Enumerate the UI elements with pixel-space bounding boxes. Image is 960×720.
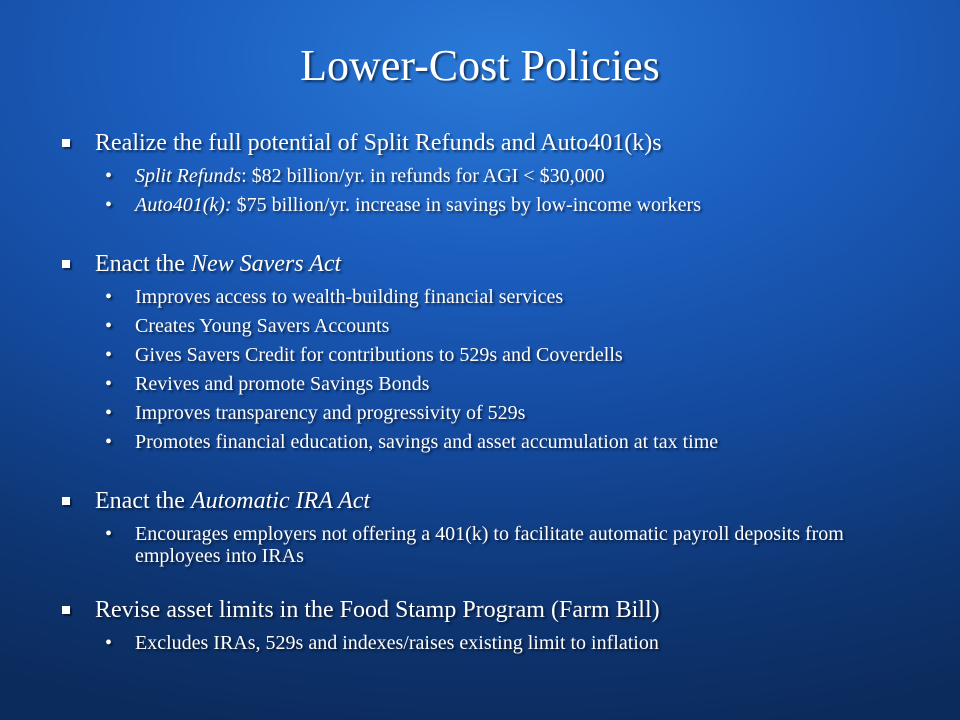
round-bullet-icon: •: [105, 402, 113, 424]
bullet-automatic-ira-act: [60, 486, 920, 516]
sub-bullet-text: Improves access to wealth-building financial services: [135, 286, 564, 308]
sub-bullet-savers-credit: [60, 344, 920, 366]
round-bullet-icon: •: [105, 373, 113, 395]
bullet-text: Enact the: [95, 251, 191, 277]
bullet-text: Revise asset limits in the Food Stamp Program (Farm Bill): [95, 597, 660, 623]
slide-title: Lower-Cost Policies: [300, 41, 660, 90]
slide-body: [60, 128, 920, 654]
sub-bullet-young-savers: [60, 315, 920, 337]
round-bullet-icon: •: [105, 632, 113, 654]
sub-bullet-text: Excludes IRAs, 529s and indexes/raises existing limit to inflation: [135, 632, 659, 654]
bullet-text-italic: New Savers Act: [190, 251, 342, 277]
round-bullet-icon: •: [105, 194, 113, 216]
sub-bullet-savings-bonds: [60, 373, 920, 395]
sub-bullet-text: $75 billion/yr. increase in savings by low-income workers: [231, 194, 701, 216]
sub-bullet-access: [60, 286, 920, 308]
bullet-text: Realize the full potential of Split Refunds and Auto401(k)s: [95, 130, 662, 156]
sub-bullet-encourages-employers: [60, 523, 920, 567]
square-bullet-icon: [62, 497, 70, 505]
sub-bullet-text: Gives Savers Credit for contributions to 529s and Coverdells: [135, 344, 623, 366]
sub-bullet-text: : $82 billion/yr. in refunds for AGI < $30,000: [241, 165, 605, 187]
round-bullet-icon: •: [105, 165, 113, 187]
square-bullet-icon: [62, 606, 70, 614]
square-bullet-icon: [62, 260, 70, 268]
sub-bullet-italic: Auto401(k):: [135, 194, 232, 216]
sub-bullet-text: Encourages employers not offering a 401(k) to facilitate automatic payroll deposits from employees into IRAs: [135, 523, 844, 567]
round-bullet-icon: •: [105, 523, 113, 545]
sub-bullet-text: Improves transparency and progressivity of 529s: [135, 402, 526, 424]
bullet-text: Enact the: [95, 488, 191, 514]
bullet-new-savers-act: [60, 249, 920, 279]
square-bullet-icon: [62, 139, 70, 147]
sub-bullet-transparency: [60, 402, 920, 424]
round-bullet-icon: •: [105, 344, 113, 366]
round-bullet-icon: •: [105, 286, 113, 308]
sub-bullet-text: Creates Young Savers Accounts: [135, 315, 390, 337]
sub-bullet-split-refunds: [60, 165, 920, 187]
round-bullet-icon: •: [105, 431, 113, 453]
sub-bullet-text: Promotes financial education, savings and asset accumulation at tax time: [135, 431, 719, 453]
bullet-food-stamp-program: [60, 595, 920, 625]
bullet-split-refunds-auto401k: [60, 128, 920, 158]
sub-bullet-financial-education: [60, 431, 920, 453]
bullet-text-italic: Automatic IRA Act: [190, 488, 371, 514]
sub-bullet-text: Revives and promote Savings Bonds: [135, 373, 430, 395]
sub-bullet-auto401k: [60, 194, 920, 216]
sub-bullet-excludes-iras: [60, 632, 920, 654]
round-bullet-icon: •: [105, 315, 113, 337]
sub-bullet-italic: Split Refunds: [135, 165, 242, 187]
